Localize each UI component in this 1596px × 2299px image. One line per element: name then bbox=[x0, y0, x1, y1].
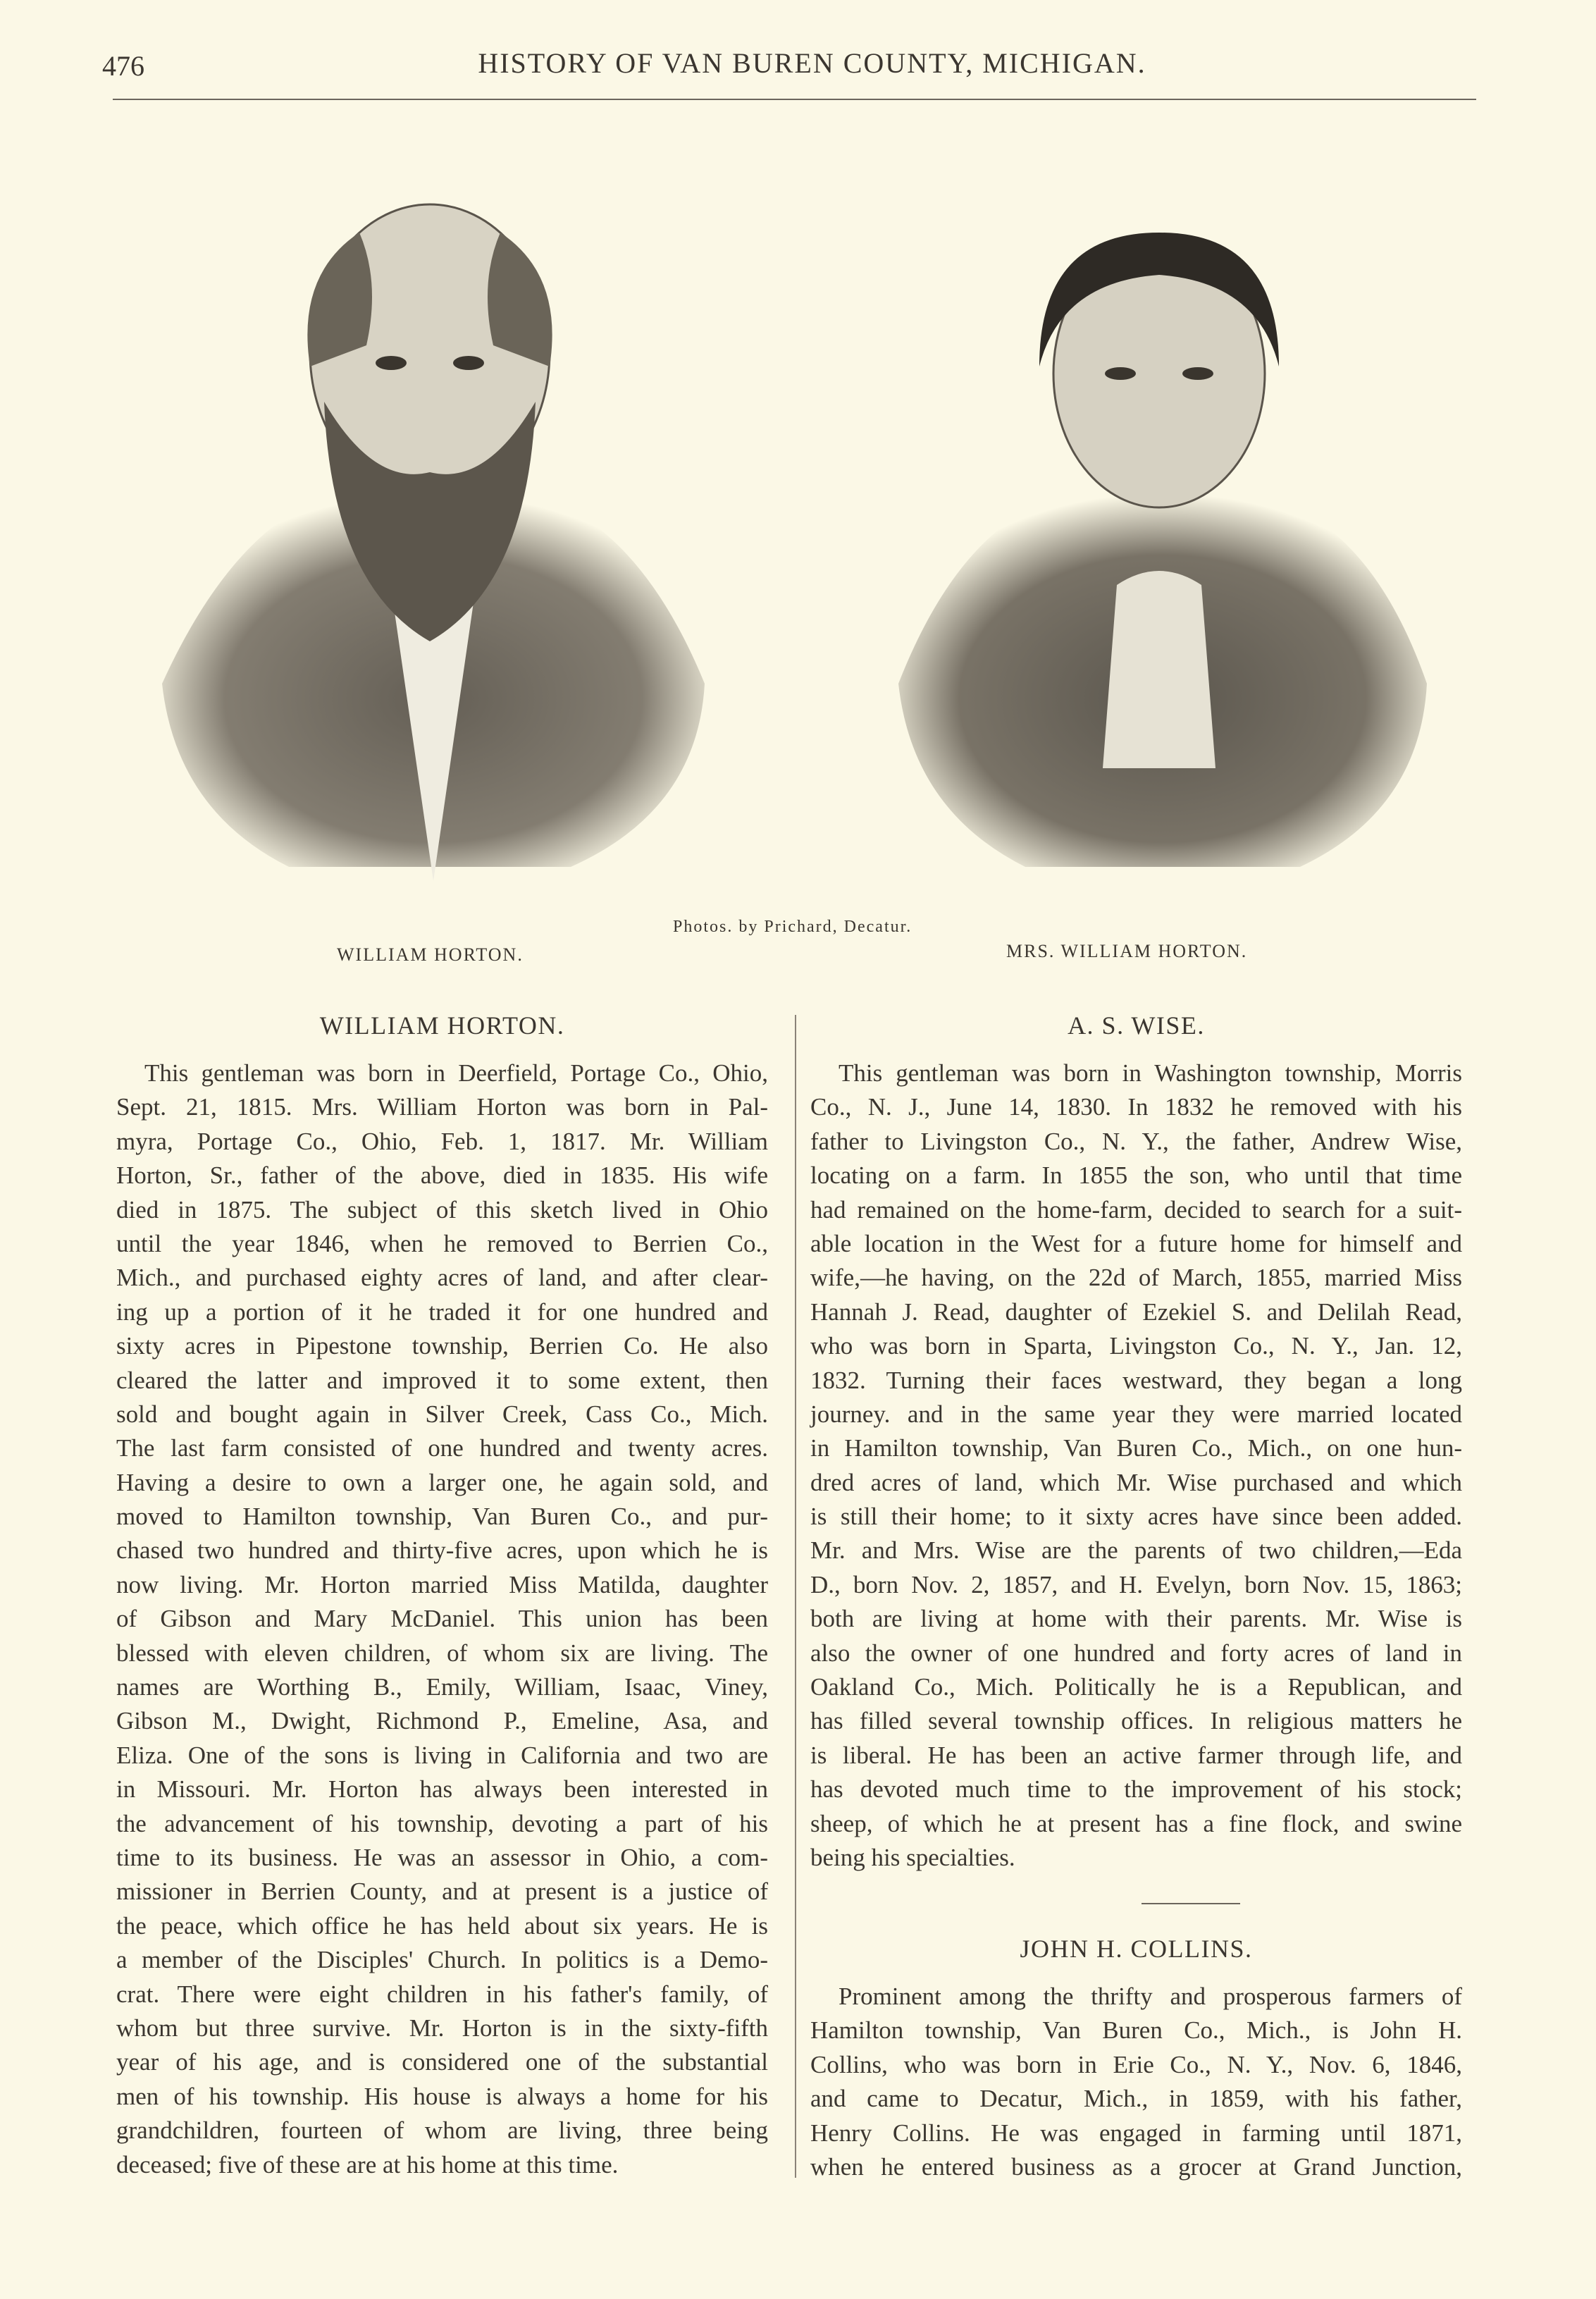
text-line: the advancement of his township, devoting a part of his bbox=[116, 1809, 768, 1837]
text-line: until the year 1846, when he removed to Berrien Co., bbox=[116, 1229, 768, 1257]
text-line: of Gibson and Mary McDaniel. This union has been bbox=[116, 1605, 768, 1633]
text-line: Oakland Co., Mich. Politically he is a Republican, and bbox=[810, 1673, 1462, 1701]
article-heading: WILLIAM HORTON. bbox=[319, 1011, 565, 1040]
article-william-horton bbox=[116, 1004, 768, 2182]
text-line: locating on a farm. In 1855 the son, who until that time bbox=[810, 1161, 1462, 1190]
column-divider bbox=[795, 1015, 796, 2178]
text-line: journey. and in the same year they were married located bbox=[810, 1400, 1462, 1428]
text-line: Mr. and Mrs. Wise are the parents of two children,—Eda bbox=[810, 1536, 1462, 1565]
text-line: Gibson M., Dwight, Richmond P., Emeline, Asa, and bbox=[116, 1707, 768, 1735]
text-line: year of his age, and is considered one of the substantial bbox=[116, 2048, 768, 2076]
text-line: Co., N. J., June 14, 1830. In 1832 he removed with his bbox=[810, 1093, 1462, 1121]
text-line: Henry Collins. He was engaged in farming until 1871, bbox=[810, 2119, 1462, 2147]
text-line: grandchildren, fourteen of whom are living, three being bbox=[116, 2116, 768, 2145]
text-line: a member of the Disciples' Church. In politics is a Demo- bbox=[116, 1946, 768, 1974]
text-line: myra, Portage Co., Ohio, Feb. 1, 1817. Mr. William bbox=[116, 1127, 768, 1155]
text-line: being his specialties. bbox=[810, 1843, 1015, 1871]
text-line: The last farm consisted of one hundred and twenty acres. bbox=[116, 1434, 768, 1462]
text-line: chased two hundred and thirty-five acres, upon which he is bbox=[116, 1536, 768, 1565]
text-line: in Missouri. Mr. Horton has always been interested in bbox=[116, 1775, 768, 1804]
text-line: who was born in Sparta, Livingston Co., N. Y., Jan. 12, bbox=[810, 1332, 1462, 1360]
text-line: dred acres of land, which Mr. Wise purchased and which bbox=[810, 1468, 1462, 1496]
text-line: when he entered business as a grocer at Grand Junction, bbox=[810, 2152, 1462, 2181]
text-line: Sept. 21, 1815. Mrs. William Horton was born in Pal- bbox=[116, 1093, 768, 1121]
text-line: moved to Hamilton township, Van Buren Co., and pur- bbox=[116, 1503, 768, 1531]
text-line: time to its business. He was an assessor in Ohio, a com- bbox=[116, 1843, 768, 1871]
text-line: has devoted much time to the improvement of his stock; bbox=[810, 1775, 1462, 1804]
text-line: crat. There were eight children in his father's family, of bbox=[116, 1980, 768, 2008]
text-line: 1832. Turning their faces westward, they began a long bbox=[810, 1366, 1462, 1394]
portrait-caption-right: MRS. WILLIAM HORTON. bbox=[1006, 941, 1248, 961]
text-line: Hannah J. Read, daughter of Ezekiel S. and Delilah Read, bbox=[810, 1298, 1462, 1326]
header-rule bbox=[113, 99, 1476, 100]
text-line: sixty acres in Pipestone township, Berrien Co. He also bbox=[116, 1332, 768, 1360]
text-line: sheep, of which he at present has a fine flock, and swine bbox=[810, 1809, 1462, 1837]
text-line: Mich., and purchased eighty acres of land, and after clear- bbox=[116, 1264, 768, 1292]
article-john-h-collins bbox=[810, 1928, 1462, 2184]
text-line: in Hamilton township, Van Buren Co., Mich., on one hun- bbox=[810, 1434, 1462, 1462]
text-line: Horton, Sr., father of the above, died in 1835. His wife bbox=[116, 1161, 768, 1190]
text-line: cleared the latter and improved it to some extent, then bbox=[116, 1366, 768, 1394]
text-line: the peace, which office he has held about six years. He is bbox=[116, 1911, 768, 1940]
page-number: 476 bbox=[102, 50, 144, 82]
text-line: has filled several township offices. In religious matters he bbox=[810, 1707, 1462, 1735]
text-line: able location in the West for a future home for himself and bbox=[810, 1229, 1462, 1257]
text-line: both are living at home with their parents. Mr. Wise is bbox=[810, 1605, 1462, 1633]
text-line: names are Worthing B., Emily, William, Isaac, Viney, bbox=[116, 1673, 768, 1701]
text-line: sold and bought again in Silver Creek, Cass Co., Mich. bbox=[116, 1400, 768, 1428]
text-line: Having a desire to own a larger one, he again sold, and bbox=[116, 1468, 768, 1496]
text-line: now living. Mr. Horton married Miss Matilda, daughter bbox=[116, 1570, 768, 1598]
text-line: This gentleman was born in Deerfield, Portage Co., Ohio, bbox=[144, 1059, 768, 1087]
text-line: ing up a portion of it he traded it for one hundred and bbox=[116, 1298, 768, 1326]
text-line: whom but three survive. Mr. Horton is in the sixty-fifth bbox=[116, 2014, 768, 2042]
article-heading: JOHN H. COLLINS. bbox=[1020, 1935, 1253, 1963]
text-line: is still their home; to it sixty acres have since been added. bbox=[810, 1503, 1462, 1531]
text-line: Eliza. One of the sons is living in California and two are bbox=[116, 1741, 768, 1769]
article-a-s-wise bbox=[810, 1004, 1462, 1875]
portrait-caption-left: WILLIAM HORTON. bbox=[337, 944, 524, 965]
text-line: died in 1875. The subject of this sketch lived in Ohio bbox=[116, 1195, 768, 1224]
text-line: wife,—he having, on the 22d of March, 1855, married Miss bbox=[810, 1264, 1462, 1292]
running-title: HISTORY OF VAN BUREN COUNTY, MICHIGAN. bbox=[478, 47, 1146, 79]
text-line: missioner in Berrien County, and at present is a justice of bbox=[116, 1878, 768, 1906]
article-heading: A. S. WISE. bbox=[1068, 1011, 1205, 1040]
portrait-william-horton bbox=[148, 190, 719, 895]
text-line: had remained on the home-farm, decided to search for a suit- bbox=[810, 1195, 1462, 1224]
text-line: Hamilton township, Van Buren Co., Mich., is John H. bbox=[810, 2016, 1462, 2045]
portrait-mrs-william-horton bbox=[884, 190, 1441, 895]
text-line: This gentleman was born in Washington township, Morris bbox=[839, 1059, 1462, 1087]
text-line: D., born Nov. 2, 1857, and H. Evelyn, born Nov. 15, 1863; bbox=[810, 1570, 1462, 1598]
text-line: blessed with eleven children, of whom six are living. The bbox=[116, 1639, 768, 1667]
text-line: men of his township. His house is always a home for his bbox=[116, 2082, 768, 2110]
photo-credit: Photos. by Prichard, Decatur. bbox=[673, 918, 913, 936]
text-line: Prominent among the thrifty and prosperous farmers of bbox=[839, 1983, 1462, 2010]
text-line: and came to Decatur, Mich., in 1859, with his father, bbox=[810, 2085, 1462, 2113]
text-line: father to Livingston Co., N. Y., the father, Andrew Wise, bbox=[810, 1127, 1462, 1155]
section-rule bbox=[1142, 1903, 1240, 1904]
text-line: Collins, who was born in Erie Co., N. Y., Nov. 6, 1846, bbox=[810, 2050, 1462, 2078]
text-line: also the owner of one hundred and forty acres of land in bbox=[810, 1639, 1462, 1667]
text-line: deceased; five of these are at his home at this time. bbox=[116, 2150, 619, 2178]
text-line: is liberal. He has been an active farmer through life, and bbox=[810, 1741, 1462, 1769]
